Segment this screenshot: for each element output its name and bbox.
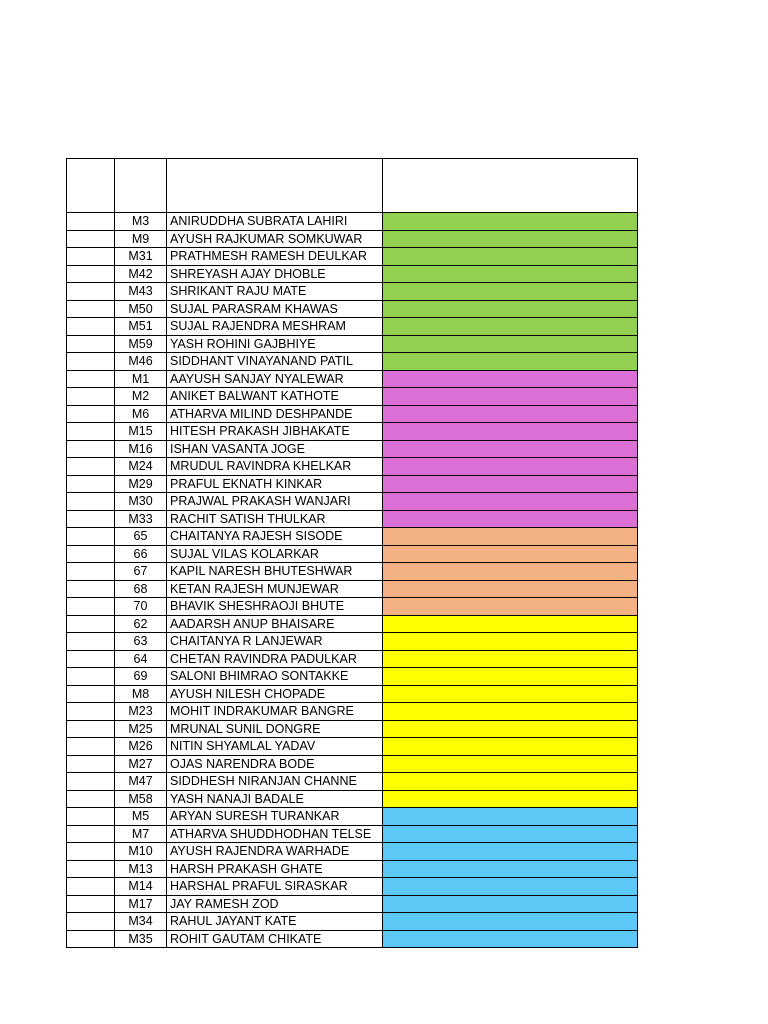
- group-color-cell: [383, 825, 638, 843]
- table-row: [67, 265, 638, 283]
- table-row: [67, 720, 638, 738]
- student-name-cell: AAYUSH SANJAY NYALEWAR: [167, 370, 383, 388]
- roll-number-cell: 68: [115, 580, 167, 598]
- group-color-cell: [383, 703, 638, 721]
- roll-number-cell: M46: [115, 353, 167, 371]
- roll-number-cell: M59: [115, 335, 167, 353]
- table-row: [67, 860, 638, 878]
- roll-number-cell: M34: [115, 913, 167, 931]
- group-color-cell: [383, 370, 638, 388]
- group-color-cell: [383, 510, 638, 528]
- roll-number-cell: M51: [115, 318, 167, 336]
- student-name-cell: ANIKET BALWANT KATHOTE: [167, 388, 383, 406]
- student-name-cell: AYUSH NILESH CHOPADE: [167, 685, 383, 703]
- group-color-cell: [383, 563, 638, 581]
- student-name-cell: AYUSH RAJENDRA WARHADE: [167, 843, 383, 861]
- table-row: [67, 895, 638, 913]
- row-blank-cell: [67, 248, 115, 266]
- roll-number-cell: M27: [115, 755, 167, 773]
- table-row: [67, 930, 638, 948]
- row-blank-cell: [67, 370, 115, 388]
- student-name-cell: SUJAL RAJENDRA MESHRAM: [167, 318, 383, 336]
- group-color-cell: [383, 353, 638, 371]
- student-name-cell: PRAFUL EKNATH KINKAR: [167, 475, 383, 493]
- student-name-cell: SIDDHESH NIRANJAN CHANNE: [167, 773, 383, 791]
- row-blank-cell: [67, 213, 115, 231]
- table-row: [67, 755, 638, 773]
- roll-number-cell: 70: [115, 598, 167, 616]
- row-blank-cell: [67, 230, 115, 248]
- roll-number-cell: M35: [115, 930, 167, 948]
- student-name-cell: AADARSH ANUP BHAISARE: [167, 615, 383, 633]
- table-row: [67, 458, 638, 476]
- row-blank-cell: [67, 318, 115, 336]
- student-name-cell: OJAS NARENDRA BODE: [167, 755, 383, 773]
- student-name-cell: YASH NANAJI BADALE: [167, 790, 383, 808]
- table-row: [67, 353, 638, 371]
- table-row: [67, 615, 638, 633]
- group-color-cell: [383, 475, 638, 493]
- row-blank-cell: [67, 790, 115, 808]
- table-row: [67, 913, 638, 931]
- table-row: [67, 388, 638, 406]
- student-name-cell: JAY RAMESH ZOD: [167, 895, 383, 913]
- group-color-cell: [383, 528, 638, 546]
- roll-number-cell: 66: [115, 545, 167, 563]
- student-name-cell: HARSHAL PRAFUL SIRASKAR: [167, 878, 383, 896]
- row-blank-cell: [67, 685, 115, 703]
- table-row: [67, 738, 638, 756]
- group-color-cell: [383, 878, 638, 896]
- row-blank-cell: [67, 755, 115, 773]
- student-name-cell: ISHAN VASANTA JOGE: [167, 440, 383, 458]
- table-row: [67, 405, 638, 423]
- group-color-cell: [383, 808, 638, 826]
- row-blank-cell: [67, 335, 115, 353]
- group-color-cell: [383, 755, 638, 773]
- roll-number-cell: M6: [115, 405, 167, 423]
- table-row: [67, 843, 638, 861]
- student-name-cell: CHAITANYA R LANJEWAR: [167, 633, 383, 651]
- group-color-cell: [383, 895, 638, 913]
- row-blank-cell: [67, 738, 115, 756]
- student-name-cell: ATHARVA SHUDDHODHAN TELSE: [167, 825, 383, 843]
- table-row: [67, 230, 638, 248]
- student-name-cell: SHREYASH AJAY DHOBLE: [167, 265, 383, 283]
- group-color-cell: [383, 405, 638, 423]
- roll-number-cell: M5: [115, 808, 167, 826]
- group-color-cell: [383, 248, 638, 266]
- roll-number-cell: 62: [115, 615, 167, 633]
- student-name-cell: PRAJWAL PRAKASH WANJARI: [167, 493, 383, 511]
- row-blank-cell: [67, 545, 115, 563]
- roll-number-cell: M47: [115, 773, 167, 791]
- row-blank-cell: [67, 563, 115, 581]
- roll-number-cell: M13: [115, 860, 167, 878]
- table-row: [67, 878, 638, 896]
- group-color-cell: [383, 458, 638, 476]
- table-row: [67, 248, 638, 266]
- row-blank-cell: [67, 633, 115, 651]
- row-blank-cell: [67, 860, 115, 878]
- group-color-cell: [383, 843, 638, 861]
- row-blank-cell: [67, 825, 115, 843]
- student-name-cell: AYUSH RAJKUMAR SOMKUWAR: [167, 230, 383, 248]
- row-blank-cell: [67, 528, 115, 546]
- roll-number-cell: M9: [115, 230, 167, 248]
- group-color-cell: [383, 545, 638, 563]
- group-color-cell: [383, 423, 638, 441]
- row-blank-cell: [67, 265, 115, 283]
- row-blank-cell: [67, 283, 115, 301]
- row-blank-cell: [67, 475, 115, 493]
- table-row: [67, 213, 638, 231]
- student-name-cell: MOHIT INDRAKUMAR BANGRE: [167, 703, 383, 721]
- group-color-cell: [383, 738, 638, 756]
- student-name-cell: ROHIT GAUTAM CHIKATE: [167, 930, 383, 948]
- table-row: [67, 598, 638, 616]
- table-row: [67, 510, 638, 528]
- roll-number-cell: M8: [115, 685, 167, 703]
- student-name-cell: KAPIL NARESH BHUTESHWAR: [167, 563, 383, 581]
- roll-number-cell: 69: [115, 668, 167, 686]
- table-row: [67, 300, 638, 318]
- row-blank-cell: [67, 598, 115, 616]
- group-color-cell: [383, 668, 638, 686]
- roll-number-cell: 64: [115, 650, 167, 668]
- student-name-cell: RACHIT SATISH THULKAR: [167, 510, 383, 528]
- group-color-cell: [383, 650, 638, 668]
- table-row: [67, 423, 638, 441]
- roll-number-cell: M43: [115, 283, 167, 301]
- group-color-cell: [383, 213, 638, 231]
- table-row: [67, 790, 638, 808]
- roll-number-cell: M31: [115, 248, 167, 266]
- row-blank-cell: [67, 423, 115, 441]
- row-blank-cell: [67, 650, 115, 668]
- row-blank-cell: [67, 580, 115, 598]
- table-row: [67, 545, 638, 563]
- roll-number-cell: 65: [115, 528, 167, 546]
- group-color-cell: [383, 493, 638, 511]
- group-color-cell: [383, 598, 638, 616]
- row-blank-cell: [67, 843, 115, 861]
- student-name-cell: NITIN SHYAMLAL YADAV: [167, 738, 383, 756]
- student-name-cell: CHETAN RAVINDRA PADULKAR: [167, 650, 383, 668]
- row-blank-cell: [67, 930, 115, 948]
- roll-number-cell: M1: [115, 370, 167, 388]
- table-row: [67, 283, 638, 301]
- student-name-cell: SHRIKANT RAJU MATE: [167, 283, 383, 301]
- student-name-cell: SUJAL VILAS KOLARKAR: [167, 545, 383, 563]
- roll-number-cell: 63: [115, 633, 167, 651]
- group-color-cell: [383, 633, 638, 651]
- group-color-cell: [383, 580, 638, 598]
- student-name-cell: HARSH PRAKASH GHATE: [167, 860, 383, 878]
- student-name-cell: ATHARVA MILIND DESHPANDE: [167, 405, 383, 423]
- row-blank-cell: [67, 458, 115, 476]
- student-name-cell: RAHUL JAYANT KATE: [167, 913, 383, 931]
- group-color-cell: [383, 318, 638, 336]
- table-row: [67, 493, 638, 511]
- group-color-cell: [383, 388, 638, 406]
- row-blank-cell: [67, 615, 115, 633]
- table-row: [67, 773, 638, 791]
- row-blank-cell: [67, 300, 115, 318]
- student-name-cell: SALONI BHIMRAO SONTAKKE: [167, 668, 383, 686]
- table-row: [67, 703, 638, 721]
- table-row: [67, 825, 638, 843]
- table-row: [67, 475, 638, 493]
- roll-number-cell: M25: [115, 720, 167, 738]
- table-row: [67, 580, 638, 598]
- table-row: [67, 668, 638, 686]
- student-table-body: [67, 159, 638, 948]
- roll-number-cell: M50: [115, 300, 167, 318]
- roll-number-cell: M24: [115, 458, 167, 476]
- group-color-cell: [383, 440, 638, 458]
- row-blank-cell: [67, 388, 115, 406]
- roll-number-cell: M58: [115, 790, 167, 808]
- row-blank-cell: [67, 668, 115, 686]
- student-name-cell: MRUDUL RAVINDRA KHELKAR: [167, 458, 383, 476]
- table-row: [67, 335, 638, 353]
- row-blank-cell: [67, 510, 115, 528]
- student-name-cell: BHAVIK SHESHRAOJI BHUTE: [167, 598, 383, 616]
- row-blank-cell: [67, 878, 115, 896]
- header-cell-blank-1: [67, 159, 115, 213]
- roll-number-cell: M42: [115, 265, 167, 283]
- roll-number-cell: M30: [115, 493, 167, 511]
- row-blank-cell: [67, 440, 115, 458]
- student-name-cell: ANIRUDDHA SUBRATA LAHIRI: [167, 213, 383, 231]
- group-color-cell: [383, 930, 638, 948]
- roll-number-cell: M14: [115, 878, 167, 896]
- table-row: [67, 318, 638, 336]
- table-row: [67, 685, 638, 703]
- group-color-cell: [383, 790, 638, 808]
- group-color-cell: [383, 685, 638, 703]
- row-blank-cell: [67, 353, 115, 371]
- student-name-cell: CHAITANYA RAJESH SISODE: [167, 528, 383, 546]
- group-color-cell: [383, 860, 638, 878]
- roll-number-cell: M29: [115, 475, 167, 493]
- row-blank-cell: [67, 493, 115, 511]
- table-row: [67, 440, 638, 458]
- row-blank-cell: [67, 405, 115, 423]
- group-color-cell: [383, 265, 638, 283]
- roll-number-cell: M26: [115, 738, 167, 756]
- table-row: [67, 370, 638, 388]
- group-color-cell: [383, 720, 638, 738]
- roll-number-cell: M3: [115, 213, 167, 231]
- group-color-cell: [383, 335, 638, 353]
- student-name-cell: YASH ROHINI GAJBHIYE: [167, 335, 383, 353]
- roll-number-cell: M17: [115, 895, 167, 913]
- student-name-cell: SUJAL PARASRAM KHAWAS: [167, 300, 383, 318]
- group-color-cell: [383, 300, 638, 318]
- group-color-cell: [383, 913, 638, 931]
- header-cell-blank-2: [115, 159, 167, 213]
- roll-number-cell: M23: [115, 703, 167, 721]
- header-cell-blank-3: [167, 159, 383, 213]
- group-color-cell: [383, 283, 638, 301]
- table-row: [67, 563, 638, 581]
- row-blank-cell: [67, 913, 115, 931]
- student-name-cell: KETAN RAJESH MUNJEWAR: [167, 580, 383, 598]
- student-table: [66, 158, 638, 948]
- table-header-row: [67, 159, 638, 213]
- table-row: [67, 633, 638, 651]
- row-blank-cell: [67, 720, 115, 738]
- table-row: [67, 528, 638, 546]
- table-row: [67, 808, 638, 826]
- row-blank-cell: [67, 808, 115, 826]
- student-name-cell: SIDDHANT VINAYANAND PATIL: [167, 353, 383, 371]
- roll-number-cell: 67: [115, 563, 167, 581]
- row-blank-cell: [67, 895, 115, 913]
- student-name-cell: MRUNAL SUNIL DONGRE: [167, 720, 383, 738]
- roll-number-cell: M33: [115, 510, 167, 528]
- group-color-cell: [383, 230, 638, 248]
- table-row: [67, 650, 638, 668]
- roll-number-cell: M10: [115, 843, 167, 861]
- roll-number-cell: M15: [115, 423, 167, 441]
- header-cell-blank-4: [383, 159, 638, 213]
- roll-number-cell: M2: [115, 388, 167, 406]
- roll-number-cell: M7: [115, 825, 167, 843]
- student-name-cell: ARYAN SURESH TURANKAR: [167, 808, 383, 826]
- roll-number-cell: M16: [115, 440, 167, 458]
- group-color-cell: [383, 773, 638, 791]
- student-name-cell: PRATHMESH RAMESH DEULKAR: [167, 248, 383, 266]
- student-name-cell: HITESH PRAKASH JIBHAKATE: [167, 423, 383, 441]
- row-blank-cell: [67, 703, 115, 721]
- group-color-cell: [383, 615, 638, 633]
- row-blank-cell: [67, 773, 115, 791]
